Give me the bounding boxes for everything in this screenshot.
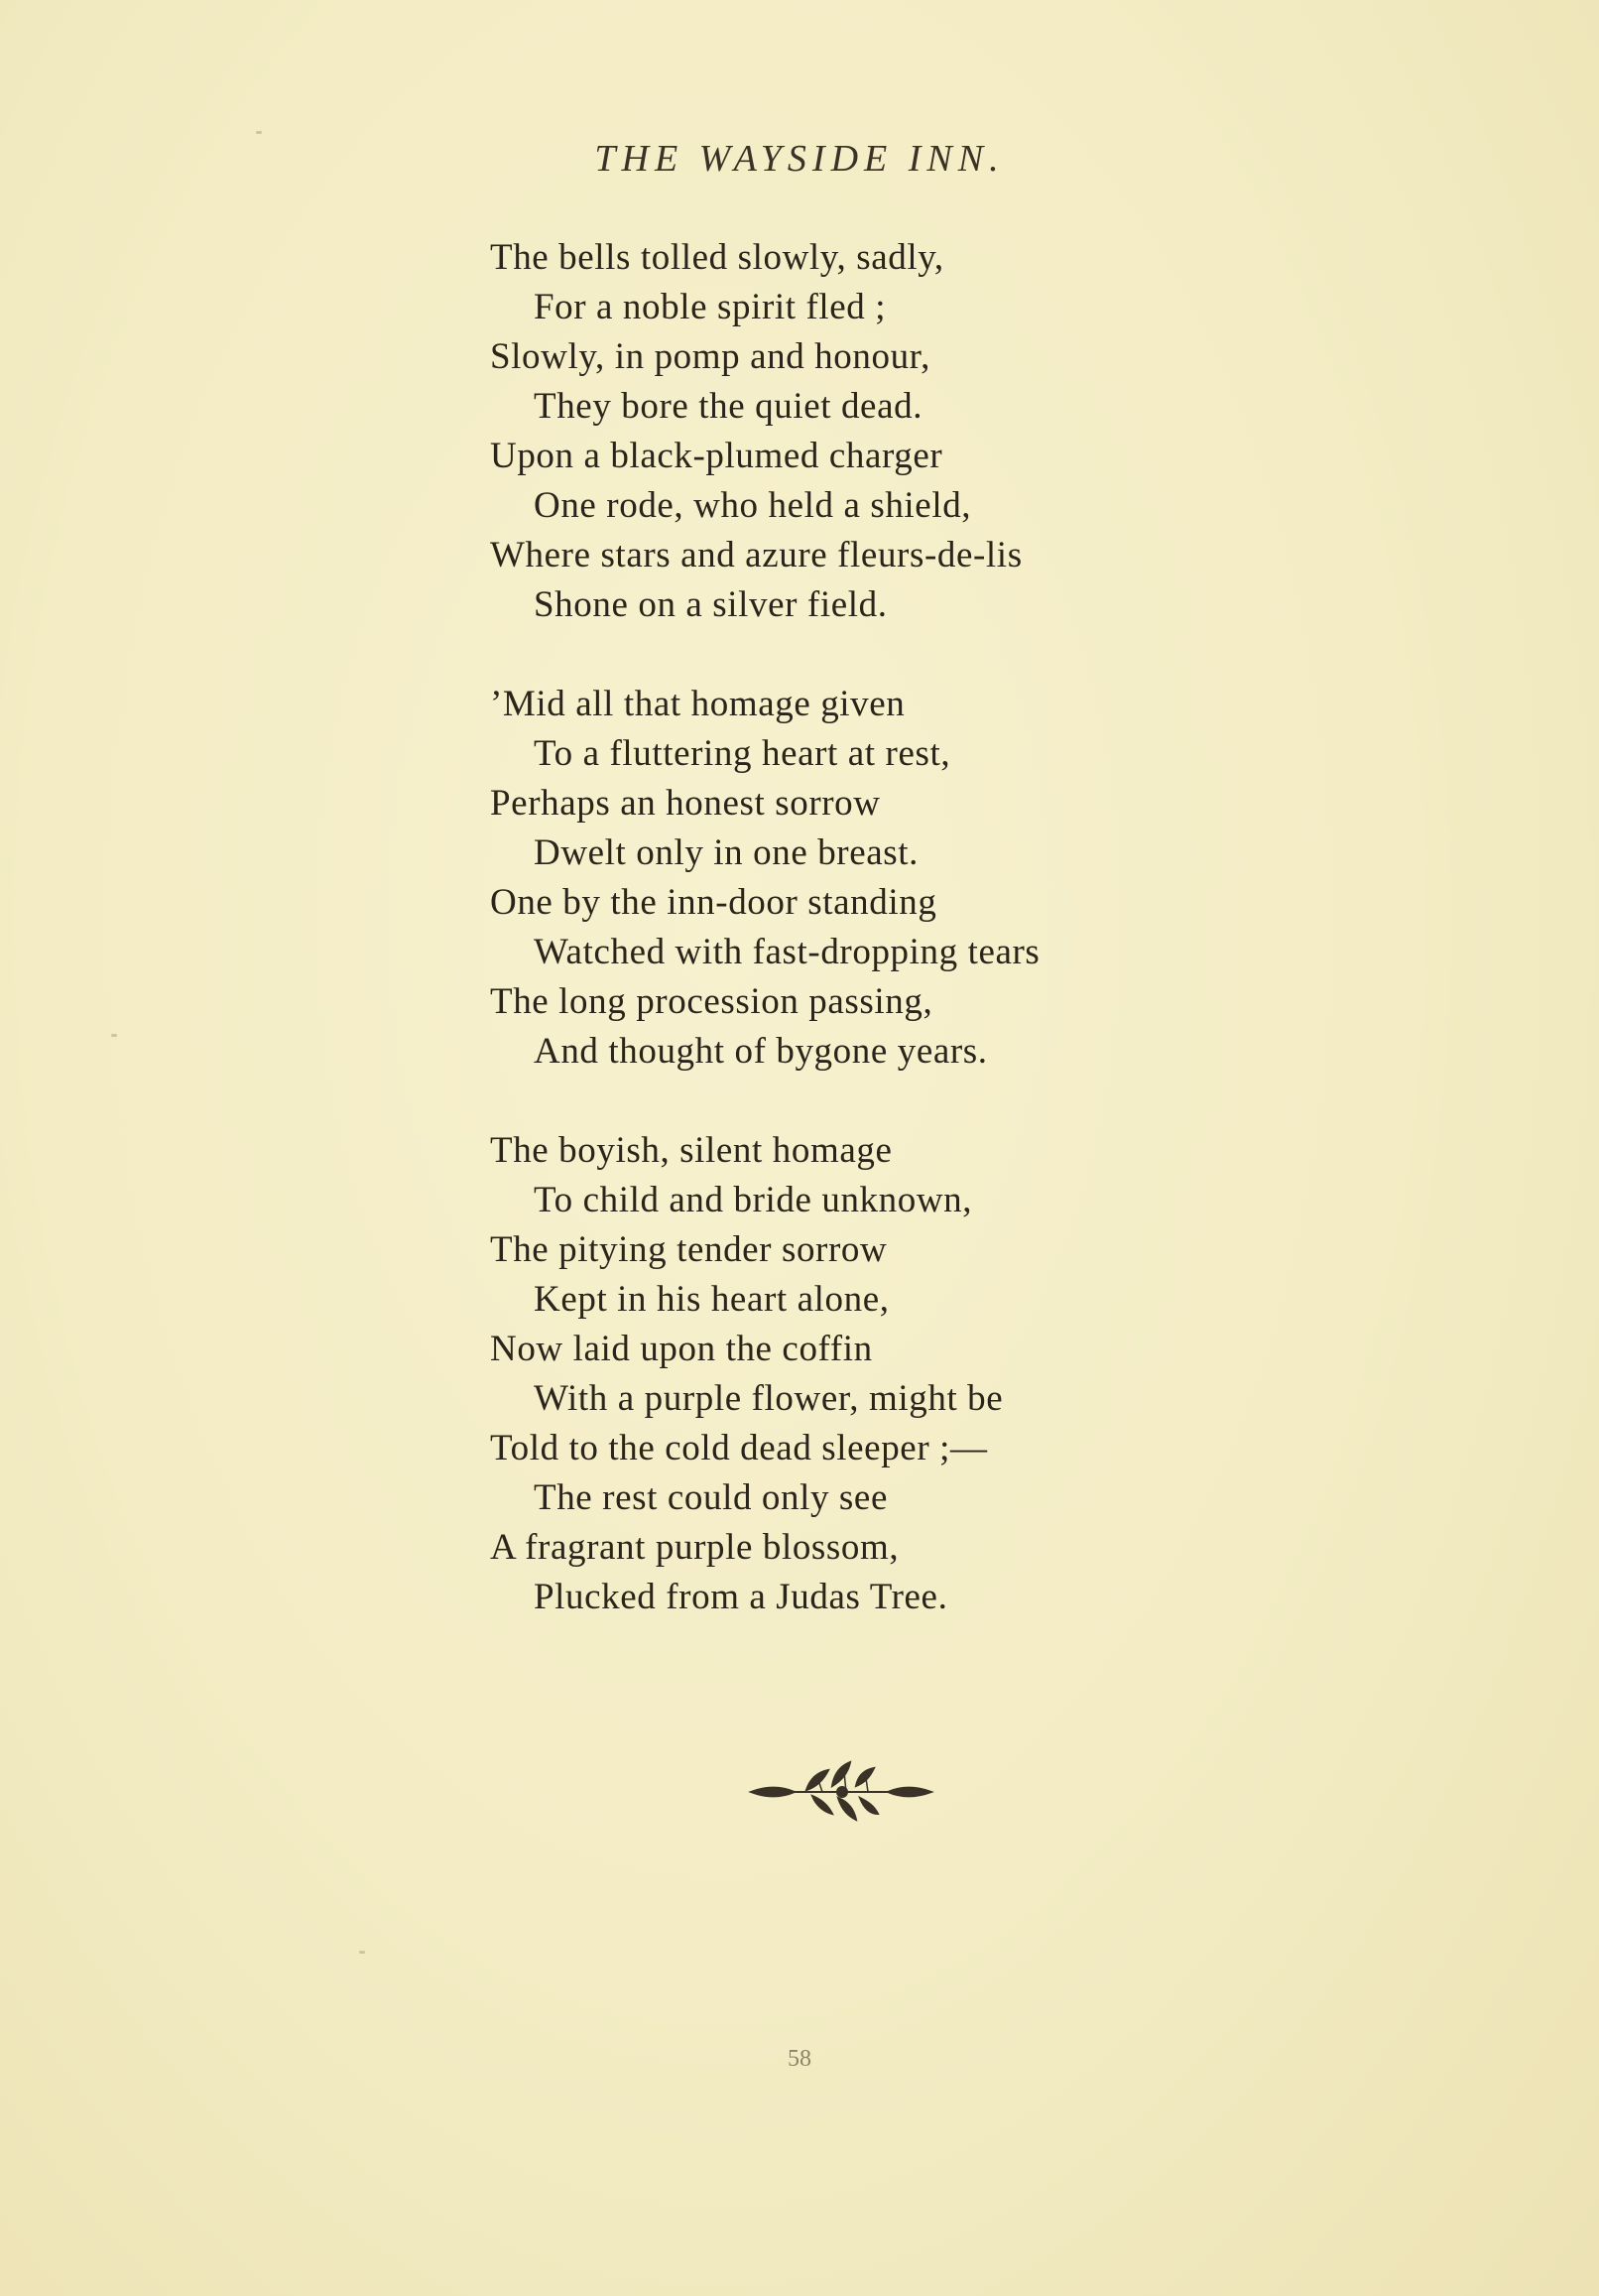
poem-line: And thought of bygone years.	[534, 1031, 988, 1072]
running-head: THE WAYSIDE INN.	[594, 138, 1005, 180]
stanza-3	[490, 1126, 1224, 1622]
poem-line: Shone on a silver field.	[534, 584, 888, 625]
poem-line: Slowly, in pomp and honour,	[490, 336, 930, 377]
poem	[490, 233, 1224, 1672]
poem-line: To a fluttering heart at rest,	[534, 733, 951, 774]
poem-line: The bells tolled slowly, sadly,	[490, 237, 944, 278]
poem-line: One rode, who held a shield,	[534, 485, 972, 526]
poem-line: The long procession passing,	[490, 981, 933, 1022]
poem-line: To child and bride unknown,	[534, 1180, 973, 1220]
poem-line: Dwelt only in one breast.	[534, 832, 919, 873]
poem-line: Upon a black-plumed charger	[490, 436, 943, 476]
paper-speck	[111, 1034, 117, 1037]
poem-line: They bore the quiet dead.	[534, 386, 923, 427]
poem-line: With a purple flower, might be	[534, 1378, 1004, 1419]
stanza-1	[490, 233, 1224, 630]
poem-line: A fragrant purple blossom,	[490, 1527, 900, 1568]
poem-line: The rest could only see	[534, 1477, 888, 1518]
poem-line: Watched with fast-dropping tears	[534, 932, 1041, 972]
page-number: 58	[788, 2046, 811, 2072]
poem-line: Now laid upon the coffin	[490, 1329, 873, 1369]
poem-line: Kept in his heart alone,	[534, 1279, 890, 1320]
stanza-2	[490, 680, 1224, 1077]
poem-line: Perhaps an honest sorrow	[490, 783, 881, 824]
paper-speck	[359, 1951, 365, 1954]
poem-line: The pitying tender sorrow	[490, 1229, 888, 1270]
poem-line: Plucked from a Judas Tree.	[534, 1577, 948, 1617]
poem-line: One by the inn-door standing	[490, 882, 937, 923]
poem-line: For a noble spirit fled ;	[534, 287, 887, 327]
poem-line: Where stars and azure fleurs-de-lis	[490, 535, 1023, 575]
poem-line: Told to the cold dead sleeper ;—	[490, 1428, 988, 1468]
floral-tailpiece-icon	[747, 1756, 935, 1826]
poem-line: ’Mid all that homage given	[490, 684, 906, 724]
paper-speck	[256, 131, 262, 134]
poem-line: The boyish, silent homage	[490, 1130, 893, 1171]
